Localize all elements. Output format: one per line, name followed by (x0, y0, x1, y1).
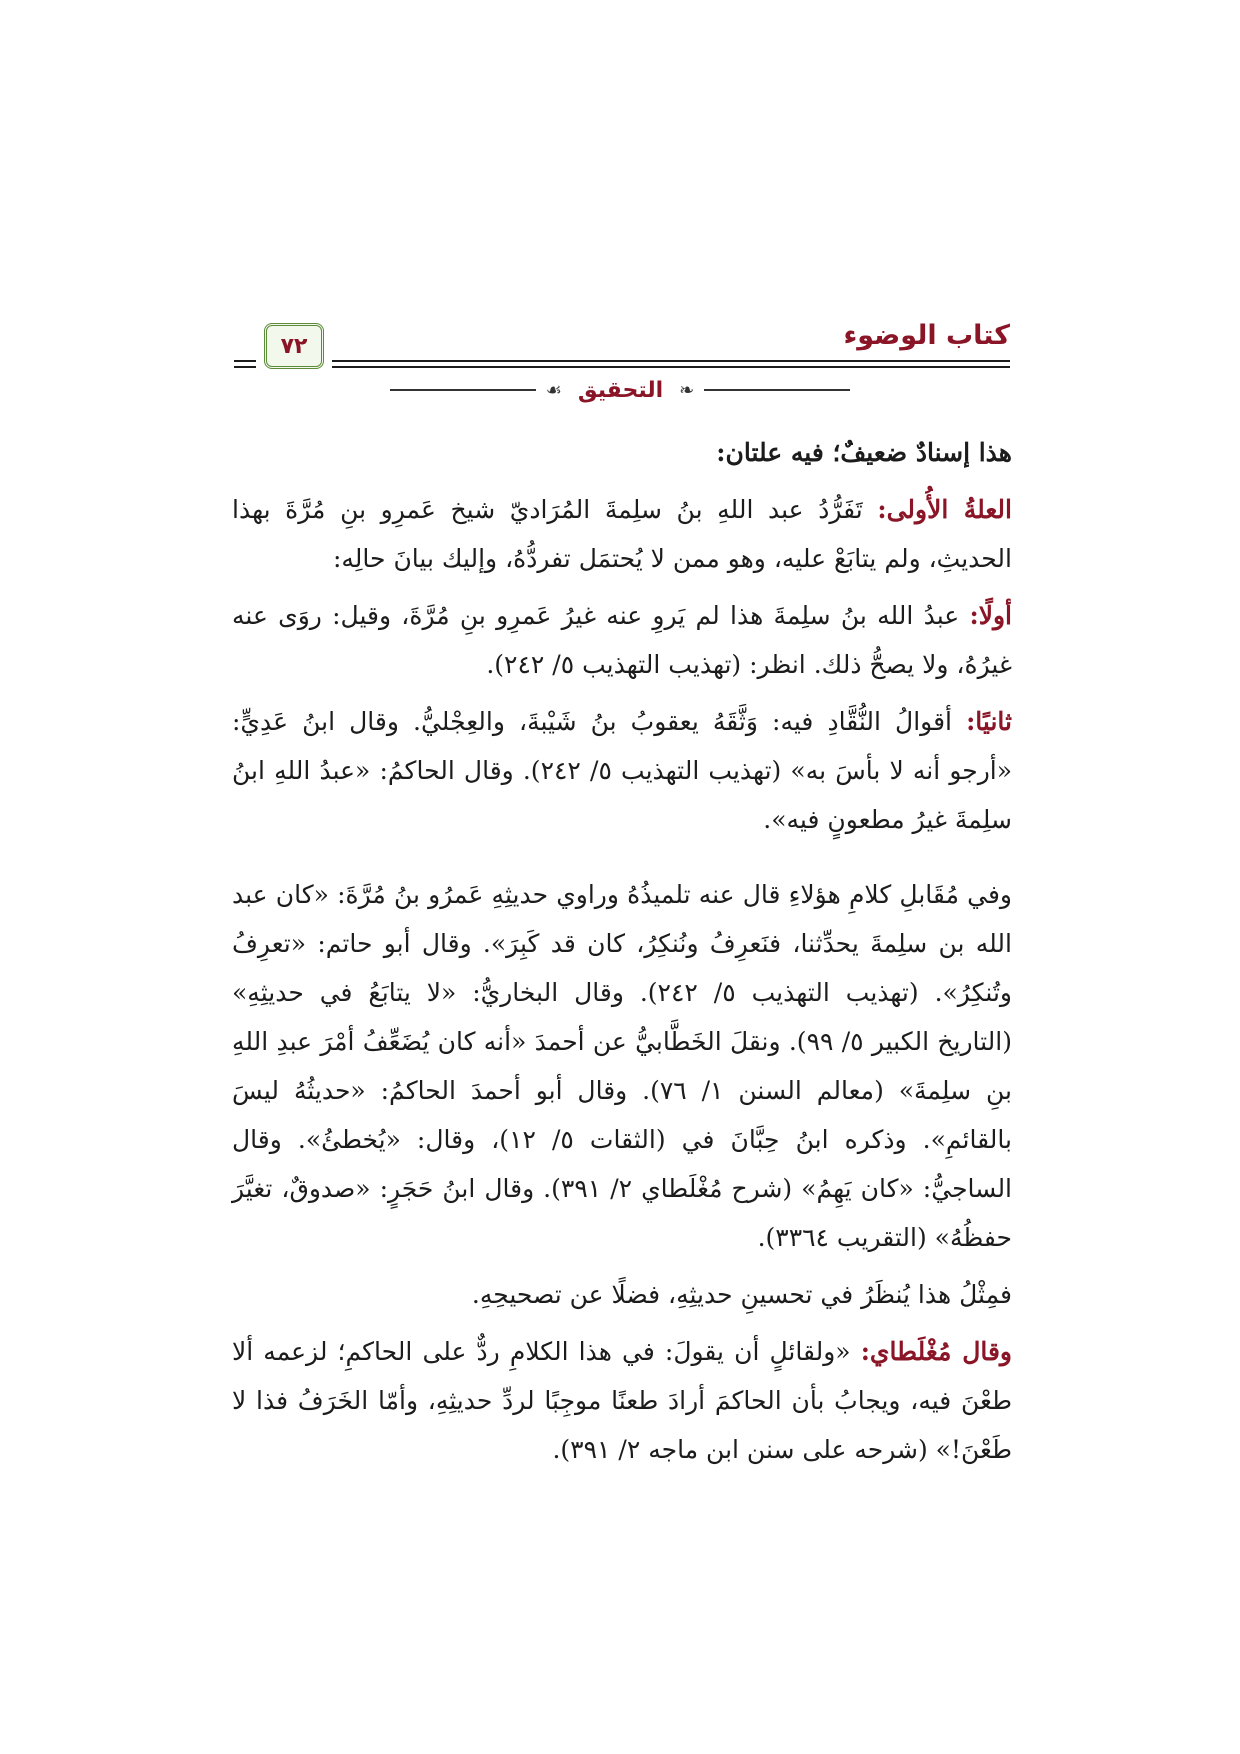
paragraph-intro (232, 428, 1012, 477)
paragraph-text: «ولقائلٍ أن يقولَ: في هذا الكلامِ ردٌّ على الحاكمِ؛ لزعمه ألا طعْنَ فيه، ويجابُ بأن الحاكمَ أرادَ طعنًا موجِبًا لردِّ حديثِهِ، وأمّا الخَرَفُ فذا لا طَعْنَ!» (شرحه على سنن ابن ماجه ٢/ ٣٩١). (232, 1337, 1012, 1464)
paragraph-text: تَفَرُّدُ عبد اللهِ بنُ سلِمةَ المُرَاديّ شيخ عَمرِو بنِ مُرَّةَ بهذا الحديثِ، ولم يتابَعْ عليه، وهو ممن لا يُحتمَل تفردُّهُ، وإليك بيانَ حالِه: (232, 495, 1012, 573)
paragraph-mughlatai (232, 1327, 1012, 1474)
divider-rule (390, 389, 536, 391)
paragraph-text: أقوالُ النُّقَّادِ فيه: وَثَّقَهُ يعقوبُ بنُ شَيْبةَ، والعِجْليُّ. وقال ابنُ عَدِيٍّ: «أرجو أنه لا بأسَ به» (تهذيب التهذيب ٥/ ٢٤٢). وقال الحاكمُ: «عبدُ اللهِ ابنُ سلِمةَ غيرُ مطعونٍ فيه». (232, 707, 1013, 834)
page-number-badge (264, 323, 324, 369)
paragraph-text: هذا إسنادٌ ضعيفٌ؛ فيه علتان: (716, 438, 1012, 467)
ornament-icon: ❧ (679, 379, 695, 401)
header-rule (234, 360, 256, 362)
paragraph-conclusion (232, 1270, 1012, 1319)
paragraph-label: العلةُ الأُولى: (877, 495, 1012, 524)
paragraph-text: عبدُ الله بنُ سلِمةَ هذا لم يَروِ عنه غيرُ عَمرِو بنِ مُرَّةَ، وقيل: روَى عنه غيرُهُ، ولا يصحُّ ذلك. انظر: (تهذيب التهذيب ٥/ ٢٤٢). (232, 601, 1012, 679)
page-number: ٧٢ (280, 333, 308, 359)
paragraph-first-defect (232, 485, 1012, 583)
paragraph-text: فمِثْلُ هذا يُنظَرُ في تحسينِ حديثِهِ، فضلًا عن تصحيحِهِ. (471, 1280, 1012, 1309)
section-divider (390, 375, 850, 405)
header-rule (234, 366, 256, 368)
book-title: كتاب الوضوء (843, 320, 1010, 351)
paragraph-text: وفي مُقَابلِ كلامِ هؤلاءِ قال عنه تلميذُهُ وراوي حديثِهِ عَمرُو بنُ مُرَّةَ: «كان عبد الله بن سلِمةَ يحدِّثنا، فنَعرِفُ ونُنكِرُ، كان قد كَبِرَ». وقال أبو حاتم: «تعرِفُ وتُنكِرُ». (تهذيب التهذيب ٥/ ٢٤٢). وقال البخاريُّ: «لا يتابَعُ في حديثِهِ» (التاريخ الكبير ٥/ ٩٩). ونقلَ الخَطَّابيُّ عن أحمدَ «أنه كان يُضَعِّفُ أمْرَ عبدِ اللهِ بنِ سلِمةَ» (معالم السنن ١/ ٧٦). وقال أبو أحمدَ الحاكمُ: «حديثُهُ ليسَ بالقائمِ». وذكره ابنُ حِبَّانَ في (الثقات ٥/ ١٢)، وقال: «يُخطئُ». وقال الساجيُّ: «كان يَهِمُ» (شرح مُغْلَطاي ٢/ ٣٩١). وقال ابنُ حَجَرٍ: «صدوقٌ، تغيَّرَ حفظُهُ» (التقريب ٣٣٦٤). (232, 880, 1013, 1252)
paragraph-label: وقال مُغْلَطاي: (860, 1337, 1012, 1366)
paragraph-label: ثانيًا: (966, 707, 1012, 736)
paragraph-second-point (232, 697, 1012, 844)
page-header (234, 318, 1010, 368)
header-rule (332, 360, 1010, 362)
paragraph-criticism (232, 870, 1012, 1262)
paragraph-first-point (232, 591, 1012, 689)
divider-rule (704, 389, 850, 391)
paragraph-label: أولًا: (969, 601, 1012, 630)
ornament-icon: ☙ (545, 379, 562, 401)
section-title: التحقيق (577, 377, 664, 403)
header-rule (332, 366, 1010, 368)
main-content (232, 428, 1012, 1482)
